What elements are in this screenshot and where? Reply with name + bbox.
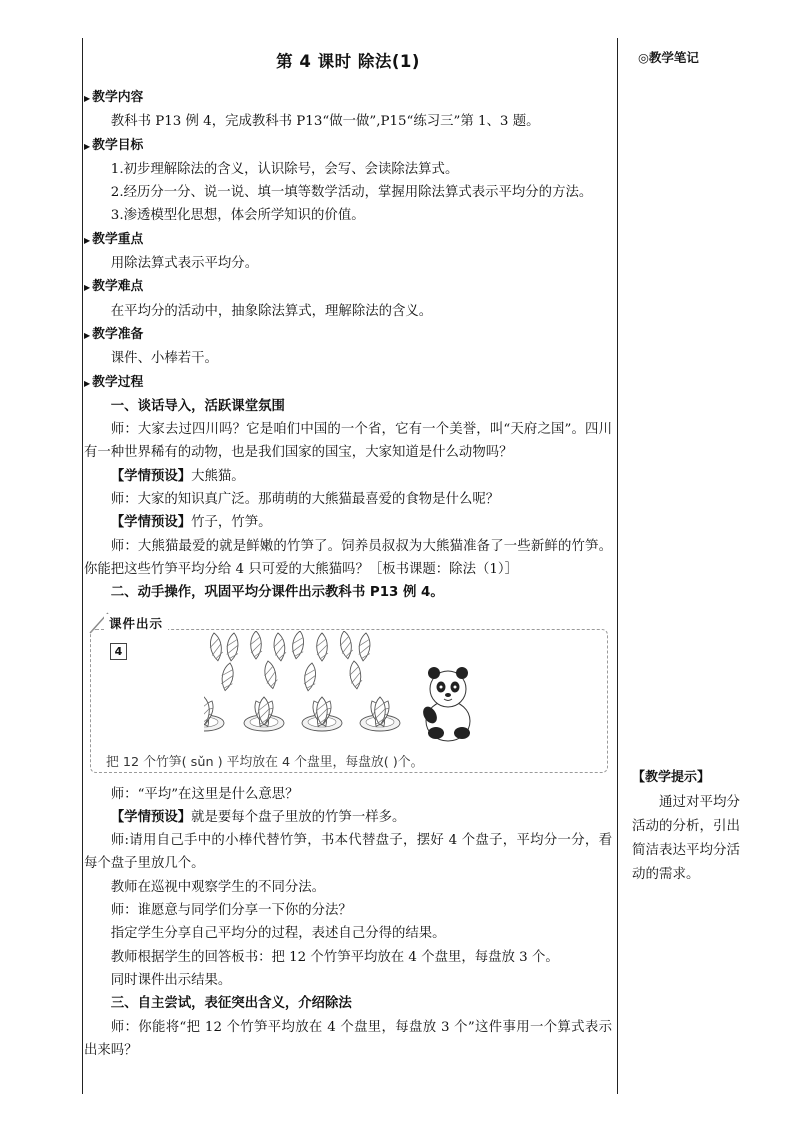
teaching-notes-heading: ◎教学笔记 [638, 50, 699, 65]
plate-of-shoots-icon [360, 697, 400, 731]
step-heading-2: 二、动手操作，巩固平均分课件出示教科书 P13 例 4。 [110, 585, 444, 601]
section-heading-preparation: ▶ 教学准备 [84, 326, 144, 342]
triangle-bullet-icon: ▶ [84, 141, 91, 151]
preparation-text: 课件、小棒若干。 [110, 351, 218, 367]
student-expectation: 【学情预设】就是要每个盘子里放的竹笋一样多。 [110, 809, 406, 825]
goal-item: 1.初步理解除法的含义，认识除号，会写、会读除法算式。 [110, 161, 459, 177]
step-heading-1: 一、谈话导入，活跃课堂氛围 [110, 398, 285, 414]
key-point-text: 用除法算式表示平均分。 [110, 256, 259, 272]
bamboo-shoot-icon [272, 632, 287, 661]
plate-of-shoots-icon [302, 697, 342, 731]
bamboo-shoot-icon [357, 632, 372, 661]
bamboo-shoot-icon [338, 631, 354, 660]
dialogue-paragraph: 同时课件出示结果。 [110, 972, 232, 988]
dialogue-paragraph: 指定学生分享自己平均分的过程，表述自己分得的结果。 [110, 926, 446, 942]
plates-row [204, 697, 400, 731]
panda-icon [420, 667, 470, 741]
left-margin-rule [82, 38, 83, 1094]
goal-item: 2.经历分一分、说一说、填一填等数学活动，掌握用除法算式表示平均分的方法。 [110, 185, 593, 201]
dialogue-paragraph: 师：“平均”在这里是什么意思？ [110, 786, 299, 802]
bamboo-shoot-icon [302, 662, 318, 691]
dialogue-paragraph: 教师在巡视中观察学生的不同分法。 [110, 879, 326, 895]
bamboo-shoot-icon [290, 631, 306, 660]
notes-column-divider [617, 38, 618, 1094]
triangle-bullet-icon: ▶ [84, 235, 91, 245]
bamboo-shoots-illustration [204, 631, 504, 751]
student-expectation: 【学情预设】竹子，竹笋。 [110, 515, 272, 531]
dialogue-paragraph: 师：大家去过四川吗？它是咱们中国的一个省，它有一个美誉，叫“天府之国”。四川有一种世界稀有的动物，也是我们国家的国宝，大家知道是什么动物吗？ [84, 422, 612, 461]
difficulty-text: 在平均分的活动中，抽象除法算式，理解除法的含义。 [110, 303, 433, 319]
bamboo-shoot-icon [225, 632, 240, 661]
courseware-figure [84, 611, 612, 781]
dialogue-paragraph: 师：大家的知识真广泛。那萌萌的大熊猫最喜爱的食物是什么呢？ [110, 492, 500, 508]
dialogue-paragraph: 师：谁愿意与同学们分享一下你的分法？ [110, 903, 352, 919]
content-text: 教科书 P13 例 4，完成教科书 P13“做一做”,P15“练习三”第 1、3 题。 [110, 114, 540, 130]
example-number-badge: 4 [110, 643, 127, 660]
section-heading-difficulty: ▶ 教学难点 [84, 279, 144, 295]
dialogue-paragraph: 教师根据学生的回答板书：把 12 个竹笋平均放在 4 个盘里，每盘放 3 个。 [110, 949, 559, 965]
page-title: 第 4 课时 除法(1) [276, 52, 420, 71]
teaching-tip-title: 【教学提示】 [632, 770, 711, 785]
courseware-label: 课件出示 [104, 614, 168, 632]
bamboo-shoot-icon [219, 661, 236, 691]
shoots-row-top [208, 631, 372, 692]
section-heading-process: ▶ 教学过程 [84, 374, 144, 390]
section-heading-content: ▶ 教学内容 [84, 90, 144, 105]
bamboo-shoot-icon [208, 632, 224, 661]
plate-of-shoots-icon [244, 697, 284, 731]
dialogue-paragraph: 师：大熊猫最爱的就是鲜嫩的竹笋了。饲养员叔叔为大熊猫准备了一些新鲜的竹笋。你能把这些竹笋平均分给 4 只可爱的大熊猫吗？［板书课题：除法（1）］ [84, 538, 612, 577]
step-heading-3: 三、自主尝试，表征突出含义，介绍除法 [110, 996, 352, 1012]
goal-item: 3.渗透模型化思想，体会所学知识的价值。 [110, 208, 365, 224]
dialogue-paragraph: 师:请用自己手中的小棒代替竹笋，书本代替盘子，摆好 4 个盘子，平均分一分，看每个盘子里放几个。 [84, 833, 612, 872]
triangle-bullet-icon: ▶ [84, 330, 91, 340]
lesson-main [84, 48, 612, 1062]
bamboo-shoot-icon [348, 660, 363, 689]
dialogue-paragraph: 师：你能将“把 12 个竹笋平均放在 4 个盘里，每盘放 3 个”这件事用一个算式表示出来吗？ [84, 1019, 612, 1058]
bamboo-shoot-icon [262, 659, 279, 689]
bamboo-shoot-icon [250, 631, 262, 659]
section-heading-goals: ▶ 教学目标 [84, 137, 144, 153]
plate-of-shoots-icon [204, 697, 224, 731]
triangle-bullet-icon: ▶ [84, 283, 91, 293]
courseware-caption: 把 12 个竹笋( sǔn ) 平均放在 4 个盘里，每盘放( )个。 [106, 754, 424, 770]
bamboo-shoot-icon [316, 633, 328, 661]
teaching-tip-body: 通过对平均分活动的分析，引出简洁表达平均分活动的需求。 [632, 794, 740, 882]
triangle-bullet-icon: ▶ [84, 94, 91, 103]
section-heading-key-point: ▶ 教学重点 [84, 231, 144, 247]
triangle-bullet-icon: ▶ [84, 378, 91, 388]
teaching-tip [632, 766, 744, 886]
student-expectation: 【学情预设】大熊猫。 [110, 468, 245, 484]
